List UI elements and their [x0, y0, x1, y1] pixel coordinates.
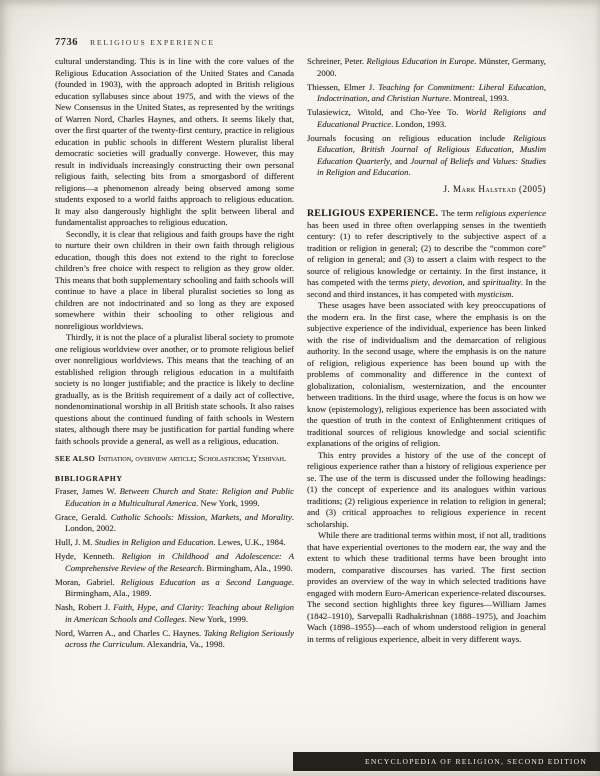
bibliography-entry: Nord, Warren A., and Charles C. Haynes. Taking Religion Seriously across the Curriculum. Alexandria, Va., 1998. — [55, 627, 295, 649]
author-signature: J. Mark Halstead (2005) — [443, 183, 546, 194]
bibliography-heading: BIBLIOGRAPHY — [55, 473, 123, 483]
bibliography-entry: Tulasiewicz, Witold, and Cho-Yee To. World Religions and Educational Practice. London, 1993. — [307, 107, 546, 129]
paragraph: cultural understanding. This is in line with the core values of the Religious Education Association of the United States and Canada (founded in 1903), with the approach adopted in British religious education syllabuses since about 1975, and with the views of the New Consensus in the United States, as represented by the writings of Warren Nord, Charles Haynes, and others. It seems likely that, over the first quarter of the twenty-first century, practice in religious education in public schools in different Western pluralist liberal democratic societies will gradually converge. However, this may result in individuals increasingly constructing their own personal religious faith, selecting bits from a smorgasbord of different religions—a phenomenon already being observed among some students exposed to a world faiths approach to religious education. It may also dangerously highlight the split between liberal and fundamentalist approaches to religious education. — [55, 56, 294, 227]
bibliography-entry: Hyde, Kenneth. Religion in Childhood and Adolescence: A Comprehensive Review of the Research. Birmingham, Ala., 1990. — [55, 551, 294, 573]
running-head: RELIGIOUS EXPERIENCE — [90, 38, 215, 47]
left-column — [55, 56, 294, 653]
article-lead — [307, 208, 546, 300]
bibliography-entry: Moran, Gabriel. Religious Education as a Second Language. Birmingham, Ala., 1989. — [55, 576, 294, 598]
bibliography-entry: Thiessen, Elmer J. Teaching for Commitment: Liberal Education, Indoctrination, and Christian Nurture. Montreal, 1993. — [307, 81, 546, 103]
bibliography-entry: Schreiner, Peter. Religious Education in Europe. Münster, Germany, 2000. — [307, 56, 546, 78]
bibliography-entry: Fraser, James W. Between Church and State: Religion and Public Education in a Multicultural America. New York, 1999. — [55, 486, 295, 508]
page-header — [55, 37, 215, 48]
see-also — [55, 453, 294, 465]
paragraph: These usages have been associated with key preoccupations of the modern era. In the first case, where the emphasis is on the subjective experience of the individual, experience has been linked with the rise of individualism and the demarcation of religious authority. In the second usage, where the emphasis is on the nature of religion, religious experience has been bound up with the problems of commonality and difference in the context of globalization, colonialism, westernization, and the encounter between traditions. In the third usage, where the focus is on how we know (epistemology), religious experience has been associated with the question of truth in the context of Enlightenment critiques of traditional sources of religious knowledge and social scientific explanations of the origins of religion. — [307, 300, 546, 448]
journals-note: Journals focusing on religious education include Religious Education, British Journal of Religious Education, Muslim Education Quarterly, and Journal of Beliefs and Values: Studies in Religion and Education. — [307, 132, 547, 177]
page-number: 7736 — [55, 37, 78, 48]
footer-text: ENCYCLOPEDIA OF RELIGION, SECOND EDITION — [364, 757, 587, 766]
right-column — [307, 56, 546, 645]
paragraph: While there are traditional terms within most, if not all, traditions that have experiential overtones to the modern ear, the way and the extent to which these traditional terms have been brought into modern, comparative discourses has varied. The first section provides an overview of the way in which selected traditions have engaged with modern Euro-American experience-related discourses. The second section highlights three key figures—William James (1842–1910), Sarvepalli Radhakrishnan (1888–1975), and Joachim Wach (1898–1955)—each of whom understood religion in general in terms of religious experience, albeit in very different ways. — [307, 530, 546, 644]
paragraph: Thirdly, it is not the place of a pluralist liberal society to promote one religious worldview over another, or to promote religious belief over nonreligious worldviews. This means that the teaching of an established religion through religious education in a multifaith society is no longer justifiable; and the practice is likely to decline gradually, as is the British requirement of a daily act of collective, nondenominational worship in all British state schools. It also raises questions about the continued funding of faith schools in Western states, although there may be justification for partial funding where faith schools provide a general, as well as a religious, education. — [55, 332, 294, 446]
bibliography-entry: Grace, Gerald. Catholic Schools: Mission, Markets, and Morality. London, 2002. — [55, 511, 294, 533]
paragraph: Secondly, it is clear that religious and faith groups have the right to nurture their own children in their own faith through religious education, though this does not extend to the right to foreclose children’s free choice with respect to religion as they grow older. This means that both supplementary schooling and faith schools will continue to have a place in liberal pluralist societies so long as children are not indoctrinated and so long as they are exposed somewhere within their schooling to other religious and nonreligious worldviews. — [55, 228, 294, 331]
article-lead-text: The term religious experience has been used in three often overlapping senses in the twentieth century: (1) to refer descriptively to the subjective aspect of a tradition or religion in general; (2) to describe the “common core” of religion in general; and (3) to assert a claim with respect to the source of religious knowledge or certainty. In the first instance, it has competed with the terms piety, devotion, and spirituality. In the second and third instances, it has competed with mysticism. — [307, 208, 547, 299]
bibliography-entry: Hull, J. M. Studies in Religion and Education. Lewes, U.K., 1984. — [55, 537, 286, 547]
see-also-text: Initiation, overview article; Scholasticism; Yeshivah. — [98, 453, 287, 463]
footer-band — [293, 752, 600, 771]
article-title: RELIGIOUS EXPERIENCE. — [307, 208, 439, 219]
bibliography-entry: Nash, Robert J. Faith, Hype, and Clarity: Teaching about Religion in American Schools and Colleges. New York, 1999. — [55, 602, 294, 624]
paragraph: This entry provides a history of the use of the concept of religious experience rather than a history of religious experience per se. The use of the term is discussed under the following headings: (1) the concept of experience and its analogues within various traditions; (2) religious experience in relation to religion in general; and (3) critical approaches to religious experience in recent scholarship. — [307, 449, 546, 529]
see-also-label: SEE ALSO — [55, 454, 96, 463]
